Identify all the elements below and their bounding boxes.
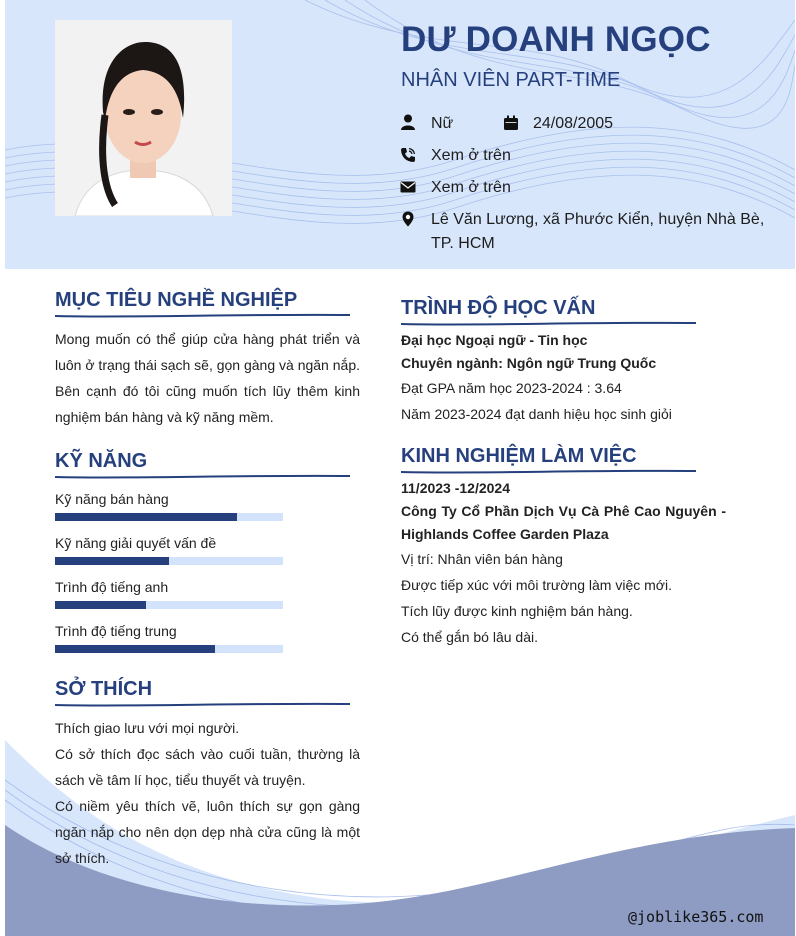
birthday-value: 24/08/2005 — [533, 115, 614, 132]
objective-underline — [55, 311, 350, 319]
skill-label: Trình độ tiếng trung — [55, 623, 177, 639]
email-value[interactable]: Xem ở trên — [431, 179, 511, 196]
skill-label: Kỹ năng bán hàng — [55, 491, 169, 507]
skill-bar-fill — [55, 557, 169, 565]
address-line-2: TP. HCM — [431, 235, 495, 252]
skill-bar — [55, 557, 283, 565]
experience-detail: Tích lũy được kinh nghiệm bán hàng. — [401, 603, 633, 619]
hobby-item: Có sở thích đọc sách vào cuối tuần, thường là sách về tâm lí học, tiểu thuyết và truyện. — [55, 746, 360, 788]
education-school: Đại học Ngoại ngữ - Tin học — [401, 332, 588, 348]
education-title: TRÌNH ĐỘ HỌC VẤN — [401, 297, 596, 319]
map-pin-icon — [400, 211, 416, 227]
skill-bar — [55, 513, 283, 521]
user-icon — [400, 114, 416, 130]
skill-label: Trình độ tiếng anh — [55, 579, 169, 595]
skills-underline — [55, 472, 350, 480]
job-title: NHÂN VIÊN PART-TIME — [401, 69, 621, 91]
experience-company-line-2: Highlands Coffee Garden Plaza — [401, 526, 609, 542]
candidate-name: DƯ DOANH NGỌC — [401, 20, 711, 59]
skills-title: KỸ NĂNG — [55, 450, 148, 472]
phone-icon — [400, 147, 416, 163]
hobbies-title: SỞ THÍCH — [55, 678, 153, 700]
skill-bar — [55, 601, 283, 609]
watermark: @joblike365.com — [628, 908, 764, 926]
skill-bar — [55, 645, 283, 653]
education-major: Chuyên ngành: Ngôn ngữ Trung Quốc — [401, 355, 657, 371]
experience-detail: Vị trí: Nhân viên bán hàng — [401, 551, 563, 567]
experience-detail: Có thể gắn bó lâu dài. — [401, 629, 538, 645]
hobby-item: Thích giao lưu với mọi người. — [55, 720, 240, 736]
address-line-1: Lê Văn Lương, xã Phước Kiển, huyện Nhà Bè, — [431, 211, 765, 228]
calendar-icon — [503, 115, 519, 131]
address-value — [431, 208, 771, 256]
education-underline — [401, 319, 696, 327]
hobby-item: Có niềm yêu thích vẽ, luôn thích sự gọn gàng ngăn nắp cho nên dọn dẹp nhà cửa cũng là một sở thích. — [55, 798, 360, 866]
experience-company-line-1: Công Ty Cổ Phần Dịch Vụ Cà Phê Cao Nguyên - — [401, 503, 726, 519]
education-gpa: Đạt GPA năm học 2023-2024 : 3.64 — [401, 380, 622, 396]
envelope-icon — [400, 179, 416, 195]
gender-value: Nữ — [431, 115, 454, 132]
hobbies-underline — [55, 700, 350, 708]
profile-photo — [55, 20, 232, 216]
phone-value[interactable]: Xem ở trên — [431, 147, 511, 164]
education-award: Năm 2023-2024 đạt danh hiệu học sinh giỏi — [401, 406, 672, 422]
experience-underline — [401, 467, 696, 475]
skill-bar-fill — [55, 645, 215, 653]
objective-title: MỤC TIÊU NGHỀ NGHIỆP — [55, 289, 298, 311]
skill-bar-fill — [55, 513, 237, 521]
objective-text: Mong muốn có thể giúp cửa hàng phát triển và luôn ở trạng thái sạch sẽ, gọn gàng và ngăn nắp. Bên cạnh đó tôi cũng muốn tích lũy thêm kinh nghiệm bán hàng và kỹ năng mềm. — [55, 331, 360, 425]
hobbies-list — [55, 715, 360, 871]
experience-detail: Được tiếp xúc với môi trường làm việc mới. — [401, 577, 672, 593]
skill-label: Kỹ năng giải quyết vấn đề — [55, 535, 217, 551]
experience-title: KINH NGHIỆM LÀM VIỆC — [401, 445, 637, 467]
experience-period: 11/2023 -12/2024 — [401, 480, 510, 496]
skill-bar-fill — [55, 601, 146, 609]
